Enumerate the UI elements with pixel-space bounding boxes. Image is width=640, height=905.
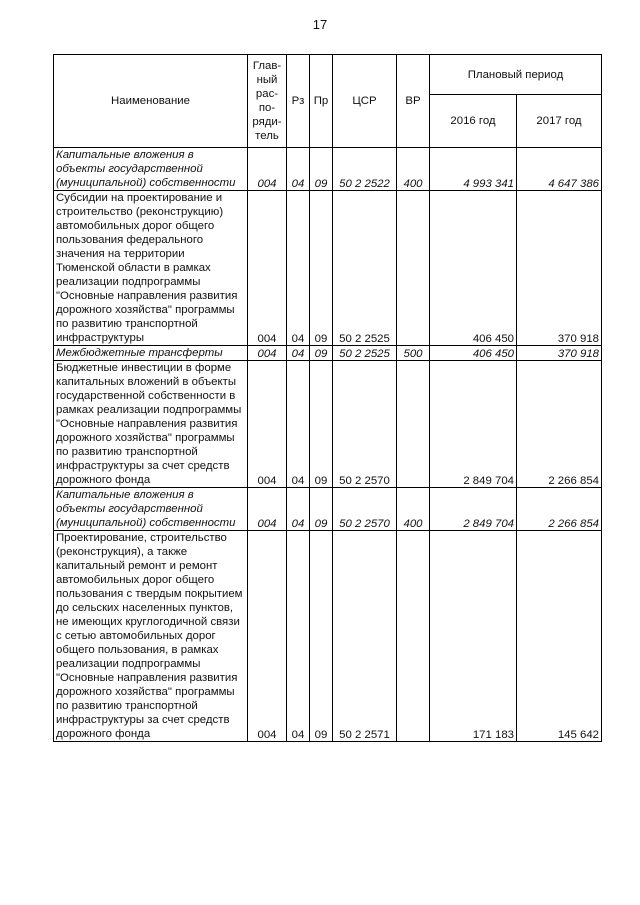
table-row	[54, 191, 602, 346]
row-vr: 400	[397, 148, 430, 191]
row-vr	[397, 191, 430, 346]
row-rz: 04	[287, 361, 310, 488]
row-rz: 04	[287, 531, 310, 742]
row-rz: 04	[287, 191, 310, 346]
row-2016: 2 849 704	[430, 488, 517, 531]
row-rz: 04	[287, 148, 310, 191]
row-2017: 2 266 854	[517, 488, 602, 531]
row-2017: 370 918	[517, 346, 602, 361]
table-row	[54, 531, 602, 742]
row-csr: 50 2 2570	[333, 361, 397, 488]
row-pr: 09	[310, 346, 333, 361]
row-vr: 400	[397, 488, 430, 531]
row-2016: 406 450	[430, 346, 517, 361]
table-row	[54, 361, 602, 488]
row-2017: 370 918	[517, 191, 602, 346]
row-csr: 50 2 2525	[333, 346, 397, 361]
row-pr: 09	[310, 488, 333, 531]
row-2016: 406 450	[430, 191, 517, 346]
row-vr: 500	[397, 346, 430, 361]
row-pr: 09	[310, 361, 333, 488]
row-csr: 50 2 2571	[333, 531, 397, 742]
header-plan-period: Плановый период	[430, 55, 602, 95]
row-gr: 004	[248, 531, 287, 742]
row-gr: 004	[248, 191, 287, 346]
row-name: Бюджетные инвестиции в форме капитальных вложений в объекты государственной собственности в рамках реализации подпрограммы "Основные направления развития дорожного хозяйства" программы по развитию транспортной инфраструктуры за счет средств дорожного фонда	[54, 361, 248, 488]
row-2017: 145 642	[517, 531, 602, 742]
row-rz: 04	[287, 488, 310, 531]
row-gr: 004	[248, 148, 287, 191]
header-year-2017: 2017 год	[517, 95, 602, 148]
row-pr: 09	[310, 191, 333, 346]
header-vr: ВР	[397, 55, 430, 148]
row-vr	[397, 361, 430, 488]
row-name: Капитальные вложения в объекты государственной (муниципальной) собственности	[54, 148, 248, 191]
row-name: Межбюджетные трансферты	[54, 346, 248, 361]
table-row	[54, 488, 602, 531]
row-name: Субсидии на проектирование и строительство (реконструкцию) автомобильных дорог общего пользования федерального значения на территории Тюменской области в рамках реализации подпрограммы "Основные направления развития дорожного хозяйства" программы по развитию транспортной инфраструктуры	[54, 191, 248, 346]
row-gr: 004	[248, 346, 287, 361]
row-rz: 04	[287, 346, 310, 361]
table-row	[54, 148, 602, 191]
row-name: Капитальные вложения в объекты государственной (муниципальной) собственности	[54, 488, 248, 531]
row-gr: 004	[248, 361, 287, 488]
row-2016: 4 993 341	[430, 148, 517, 191]
budget-table	[53, 54, 602, 742]
header-year-2016: 2016 год	[430, 95, 517, 148]
header-rz: Рз	[287, 55, 310, 148]
row-csr: 50 2 2570	[333, 488, 397, 531]
header-main-manager: Глав-ный рас-по-ряди-тель	[248, 55, 287, 148]
row-name: Проектирование, строительство (реконструкция), а также капитальный ремонт и ремонт автомобильных дорог общего пользования с твердым покрытием до сельских населенных пунктов, не имеющих круглогодичной связи с сетью автомобильных дорог общего пользования, в рамках реализации подпрограммы "Основные направления развития дорожного хозяйства" программы по развитию транспортной инфраструктуры за счет средств дорожного фонда	[54, 531, 248, 742]
page-number: 17	[312, 17, 328, 32]
row-csr: 50 2 2522	[333, 148, 397, 191]
row-2017: 4 647 386	[517, 148, 602, 191]
row-pr: 09	[310, 531, 333, 742]
header-name: Наименование	[54, 55, 248, 148]
row-2016: 2 849 704	[430, 361, 517, 488]
row-gr: 004	[248, 488, 287, 531]
row-pr: 09	[310, 148, 333, 191]
table-row	[54, 346, 602, 361]
header-pr: Пр	[310, 55, 333, 148]
header-csr: ЦСР	[333, 55, 397, 148]
row-csr: 50 2 2525	[333, 191, 397, 346]
row-2016: 171 183	[430, 531, 517, 742]
row-2017: 2 266 854	[517, 361, 602, 488]
row-vr	[397, 531, 430, 742]
